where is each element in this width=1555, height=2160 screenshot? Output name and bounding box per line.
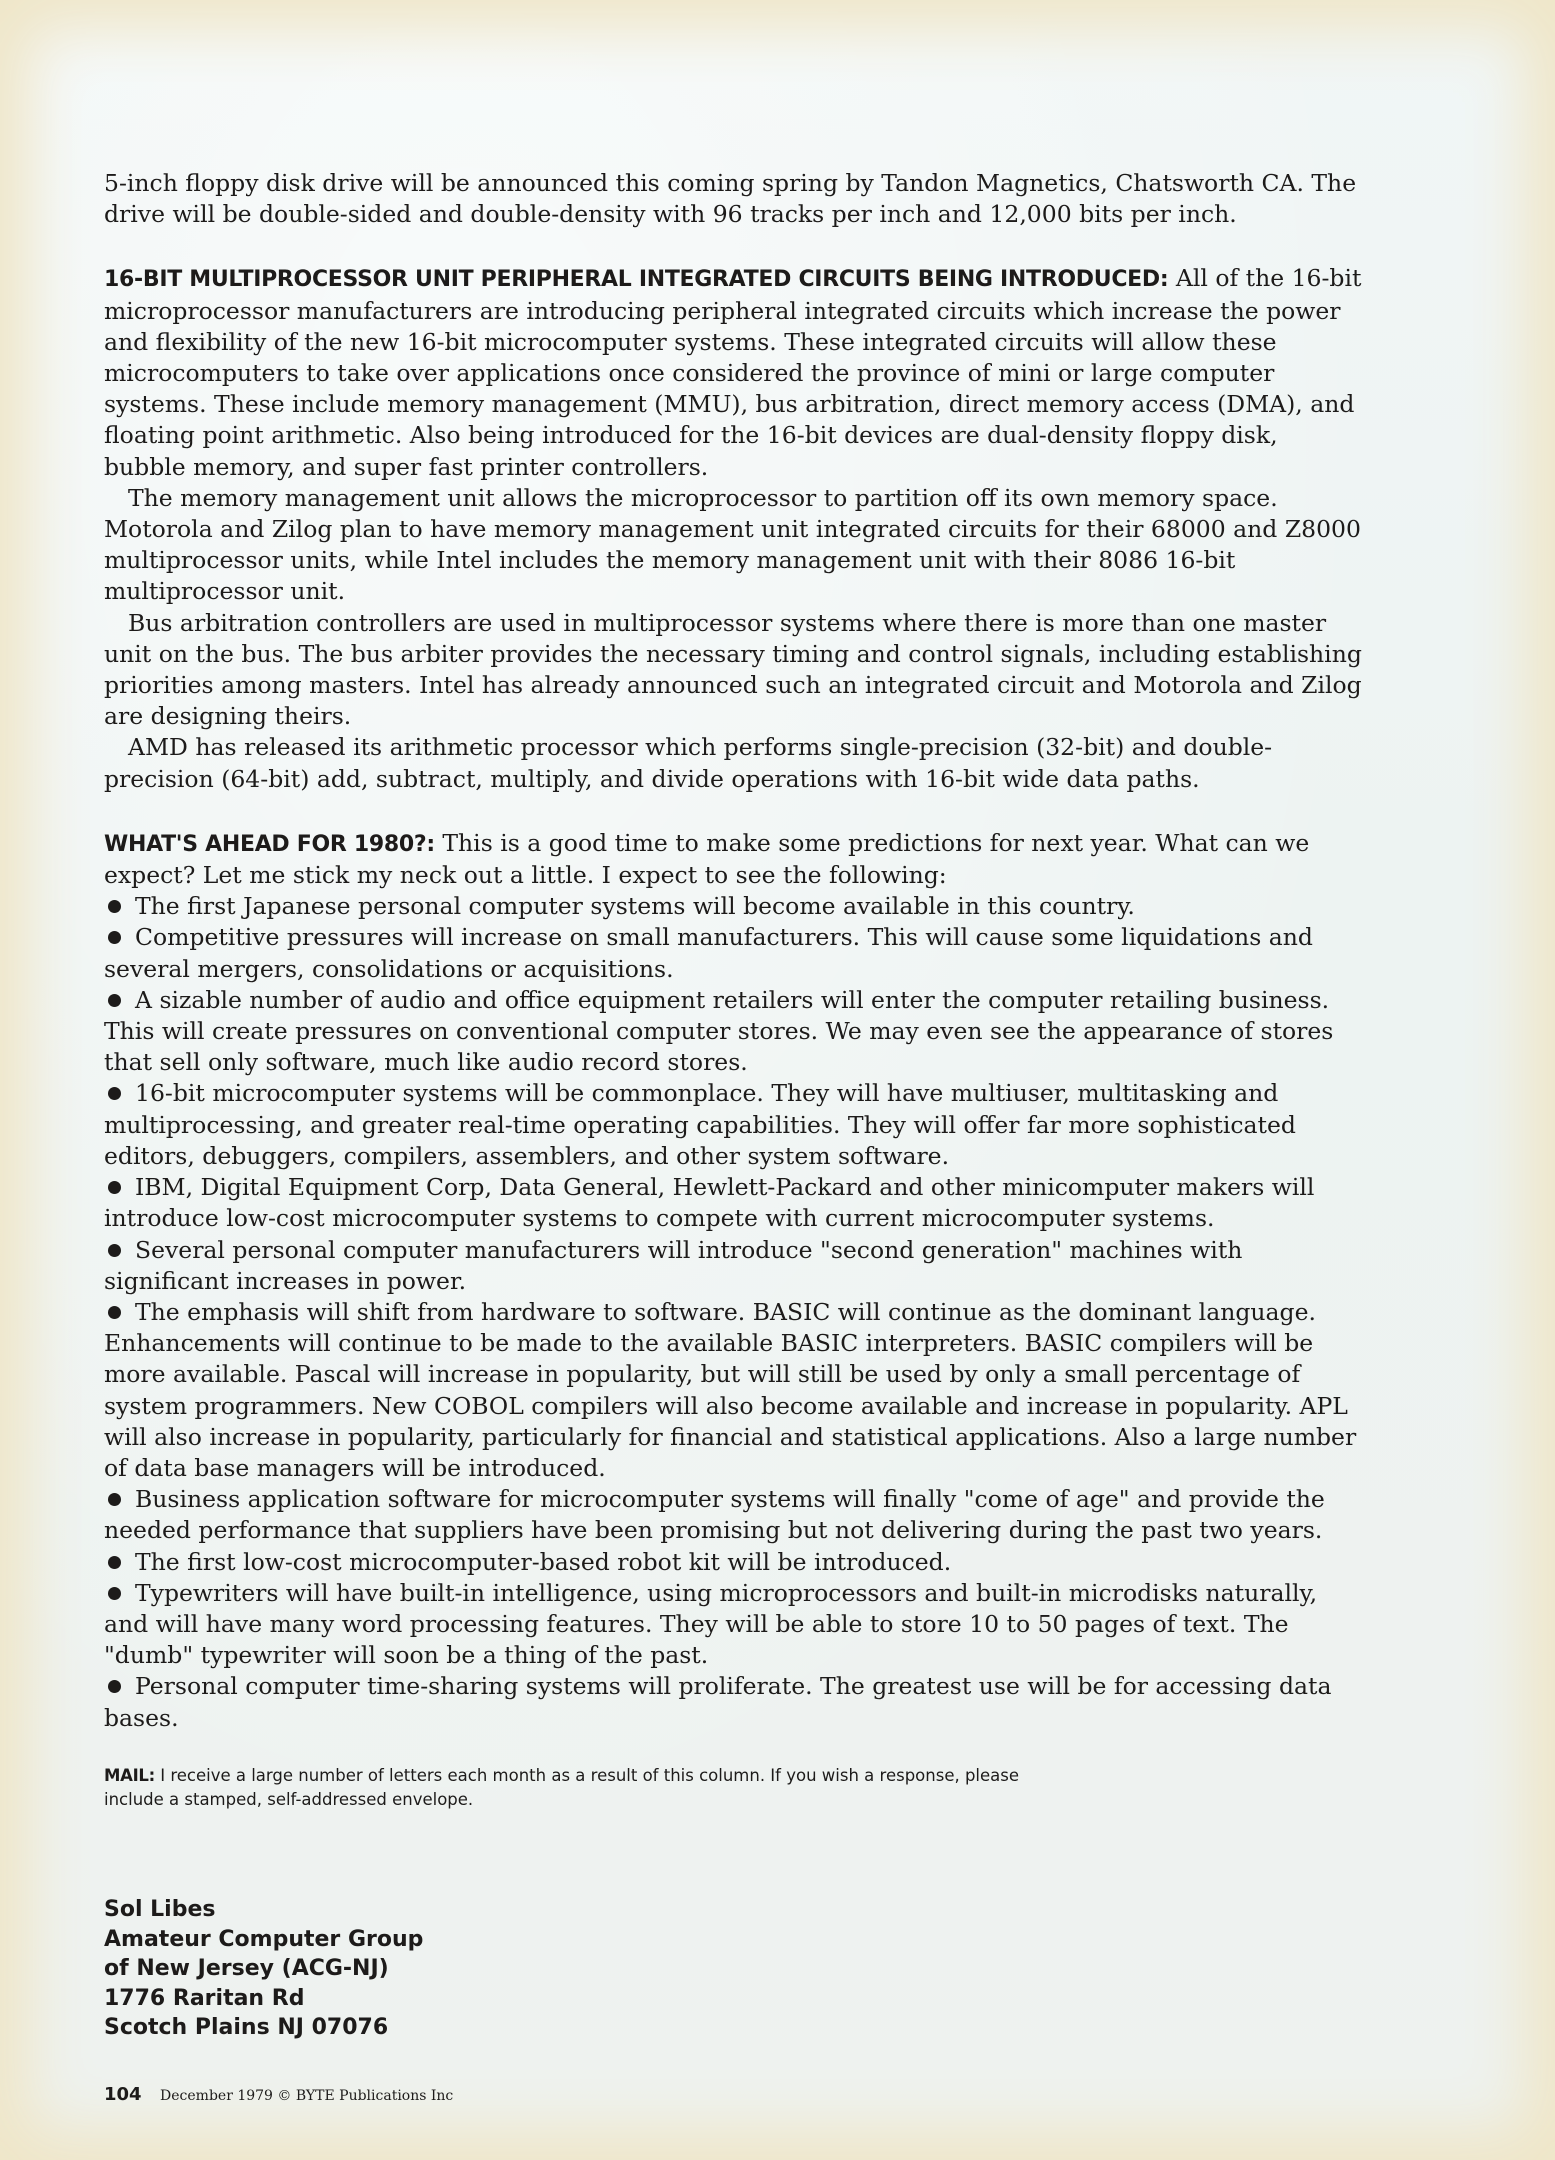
prediction-item	[104, 891, 1364, 922]
author-city: Scotch Plains NJ 07076	[104, 2015, 389, 2040]
prediction-item	[104, 1078, 1364, 1172]
section1-paragraph-2: The memory management unit allows the microprocessor to partition off its own memory space. Motorola and Zilog plan to have memory management unit integrated circuits for their 68000 and Z8000 multiprocessor units, while Intel includes the memory management unit with their 8086 16-bit multiprocessor unit.	[104, 483, 1361, 606]
page-footer	[104, 2084, 453, 2105]
bullet-icon	[108, 1680, 121, 1693]
prediction-text: IBM, Digital Equipment Corp, Data General, Hewlett-Packard and other minicomputer makers will introduce low-cost microcomputer systems to compete with current microcomputer systems.	[104, 1173, 1315, 1233]
prediction-text: The first low-cost microcomputer-based robot kit will be introduced.	[135, 1547, 952, 1576]
section2-lead-text: This is a good time to make some predictions for next year. What can we expect? Let me stick my neck out a little. I expect to see the following:	[104, 828, 1310, 890]
prediction-item	[104, 1484, 1364, 1546]
prediction-text: 16-bit microcomputer systems will be commonplace. They will have multiuser, multitasking and multiprocessing, and greater real-time operating capabilities. They will offer far more sophisticated editors, debuggers, compilers, assemblers, and other system software.	[104, 1079, 1296, 1170]
bullet-icon	[108, 994, 121, 1007]
prediction-item	[104, 1235, 1364, 1297]
bullet-icon	[108, 1087, 121, 1100]
section1-paragraph-4: AMD has released its arithmetic processor which performs single-precision (32-bit) and double-precision (64-bit) add, subtract, multiply, and divide operations with 16-bit wide data paths.	[104, 733, 1273, 793]
bullet-icon	[108, 1587, 121, 1600]
mail-note	[104, 1764, 1064, 1812]
section2-lead	[104, 828, 1364, 891]
author-street: 1776 Raritan Rd	[104, 1985, 305, 2011]
prediction-text: Personal computer time-sharing systems will proliferate. The greatest use will be for accessing data bases.	[104, 1672, 1332, 1732]
prediction-item	[104, 1172, 1364, 1234]
page-number: 104	[104, 2084, 142, 2105]
author-name: Sol Libes	[104, 1897, 216, 1922]
mail-text: I receive a large number of letters each month as a result of this column. If you wish a response, please include a stamped, self-addressed envelope.	[104, 1765, 1020, 1809]
intro-paragraph: 5-inch floppy disk drive will be announced this coming spring by Tandon Magnetics, Chatsworth CA. The drive will be double-sided and double-density with 96 tracks per inch and 12,000 bits per inch.	[104, 169, 1357, 229]
article-column	[104, 168, 1364, 1812]
prediction-item	[104, 922, 1364, 984]
bullet-icon	[108, 931, 121, 944]
section2-heading: WHAT'S AHEAD FOR 1980?:	[104, 831, 435, 857]
bullet-icon	[108, 900, 121, 913]
prediction-item	[104, 1547, 1364, 1578]
prediction-item	[104, 1671, 1364, 1733]
prediction-item	[104, 1578, 1364, 1672]
prediction-text: Business application software for microcomputer systems will finally "come of age" and provide the needed performance that suppliers have been promising but not delivering during the past two years.	[104, 1485, 1325, 1545]
prediction-item	[104, 1297, 1364, 1484]
bullet-icon	[108, 1181, 121, 1194]
prediction-text: A sizable number of audio and office equipment retailers will enter the computer retailing business. This will create pressures on conventional computer stores. We may even see the appearance of stores that sell only software, much like audio record stores.	[104, 985, 1334, 1077]
bullet-icon	[108, 1556, 121, 1569]
prediction-text: Typewriters will have built-in intelligence, using microprocessors and built-in microdisks naturally, and will have many word processing features. They will be able to store 10 to 50 pages of text. The "dumb" typewriter will soon be a thing of the past.	[104, 1578, 1318, 1670]
author-org-line-1: Amateur Computer Group	[104, 1926, 424, 1952]
section1-lead-text: All of the 16-bit microprocessor manufacturers are introducing peripheral integrated circuits which increase the power and flexibility of the new 16-bit microcomputer systems. These integrated circuits will allow these microcomputers to take over applications once considered the province of mini or large computer systems. These include memory management (MMU), bus arbitration, direct memory access (DMA), and floating point arithmetic. Also being introduced for the 16-bit devices are dual-density floppy disk, bubble memory, and super fast printer controllers.	[104, 264, 1362, 481]
section1-heading: 16-BIT MULTIPROCESSOR UNIT PERIPHERAL INTEGRATED CIRCUITS BEING INTRODUCED:	[104, 267, 1169, 293]
section1-lead	[104, 263, 1364, 482]
footer-credit: December 1979 © BYTE Publications Inc	[160, 2088, 454, 2104]
bullet-icon	[108, 1493, 121, 1506]
author-org-line-2: of New Jersey (ACG-NJ)	[104, 1956, 389, 1981]
bullet-icon	[108, 1244, 121, 1257]
mail-heading: MAIL:	[104, 1765, 155, 1785]
section1-paragraph-3: Bus arbitration controllers are used in multiprocessor systems where there is more than one master unit on the bus. The bus arbiter provides the necessary timing and control signals, including establishing priorities among masters. Intel has already announced such an integrated circuit and Motorola and Zilog are designing theirs.	[104, 608, 1362, 731]
prediction-text: The emphasis will shift from hardware to software. BASIC will continue as the dominant language. Enhancements will continue to be made to the available BASIC interpreters. BASIC compilers will be more available. Pascal will increase in popularity, but will still be used by only a small percentage of system programmers. New COBOL compilers will also become available and increase in popularity. APL will also increase in popularity, particularly for financial and statistical applications. Also a large number of data base managers will be introduced.	[104, 1297, 1357, 1482]
prediction-text: Competitive pressures will increase on small manufacturers. This will cause some liquidations and several mergers, consolidations or acquisitions.	[104, 923, 1313, 983]
prediction-text: Several personal computer manufacturers will introduce "second generation" machines with significant increases in power.	[104, 1235, 1243, 1295]
bullet-icon	[108, 1306, 121, 1319]
author-address-block	[104, 1895, 423, 2043]
prediction-text: The first Japanese personal computer systems will become available in this country.	[135, 892, 1135, 921]
prediction-item	[104, 985, 1364, 1079]
